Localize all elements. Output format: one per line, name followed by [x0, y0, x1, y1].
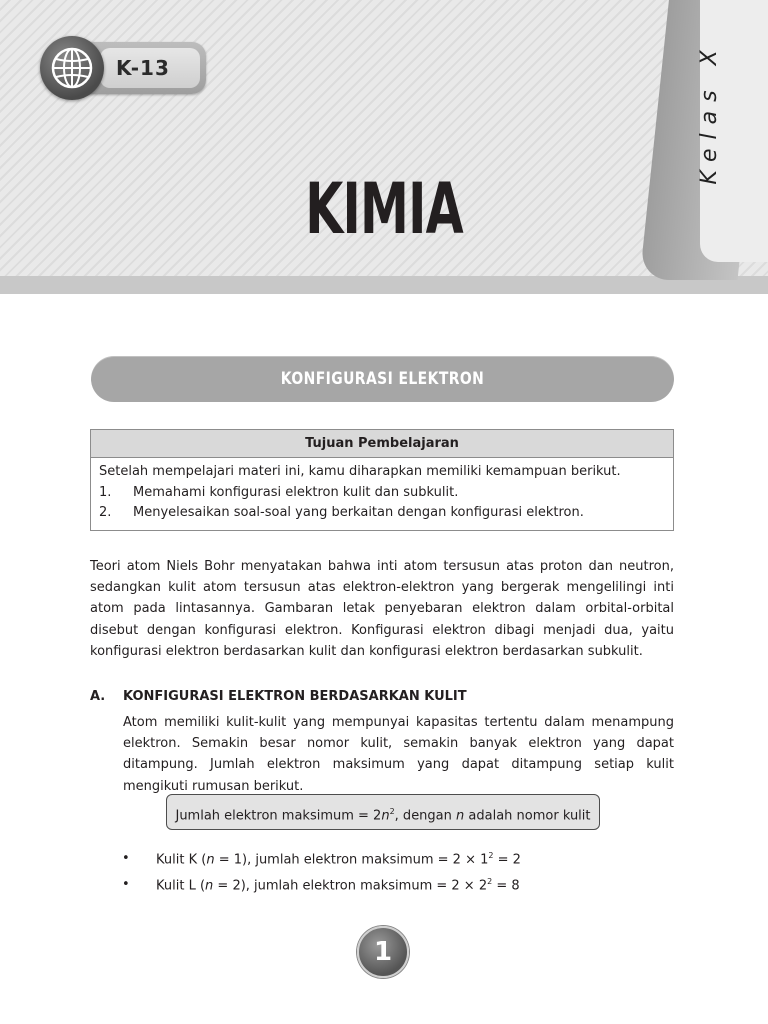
header-band [0, 276, 768, 294]
section-a-title: KONFIGURASI ELEKTRON BERDASARKAN KULIT [123, 689, 467, 704]
learning-goals-intro: Setelah mempelajari materi ini, kamu diharapkan memiliki kemampuan berikut. [99, 464, 621, 479]
grade-label: Kelas X [697, 41, 722, 185]
page-number: 1 [357, 926, 409, 978]
curriculum-badge-text: K-13 [116, 56, 170, 80]
intro-paragraph: Teori atom Niels Bohr menyatakan bahwa inti atom tersusun atas proton dan neutron, sedangkan kulit atom tersusun atas elektron-elektron yang bergerak mengelilingi inti atom pada lintasannya. Gambaran letak penyebaran elektron dalam orbital-orbital disebut dengan konfigurasi elektron. Konfigurasi elektron dibagi menjadi dua, yaitu konfigurasi elektron berdasarkan kulit dan konfigurasi elektron berdasarkan subkulit. [90, 559, 674, 659]
formula-box: Jumlah elektron maksimum = $2n^2$, dengan n adalah nomor kulit [166, 794, 600, 830]
list-item: 1. Memahami konfigurasi elektron kulit dan subkulit. [99, 484, 459, 500]
section-a-label: A. [90, 689, 106, 704]
section-a-paragraph: Atom memiliki kulit-kulit yang mempunyai kapasitas tertentu dalam menampung elektron. Semakin besar nomor kulit, semakin banyak elektron yang dapat ditampung. Jumlah elektron maksimum yang dapat ditampung setiap kulit mengikuti rumusan berikut. [123, 715, 674, 794]
globe-icon [40, 36, 104, 100]
learning-goals-box [90, 429, 674, 531]
page-title: KIMIA [305, 168, 463, 250]
section-title: KONFIGURASI ELEKTRON [280, 369, 485, 389]
list-item: 2. Menyelesaikan soal-soal yang berkaitan dengan konfigurasi elektron. [99, 505, 584, 520]
learning-goals-heading: Tujuan Pembelajaran [91, 430, 673, 458]
